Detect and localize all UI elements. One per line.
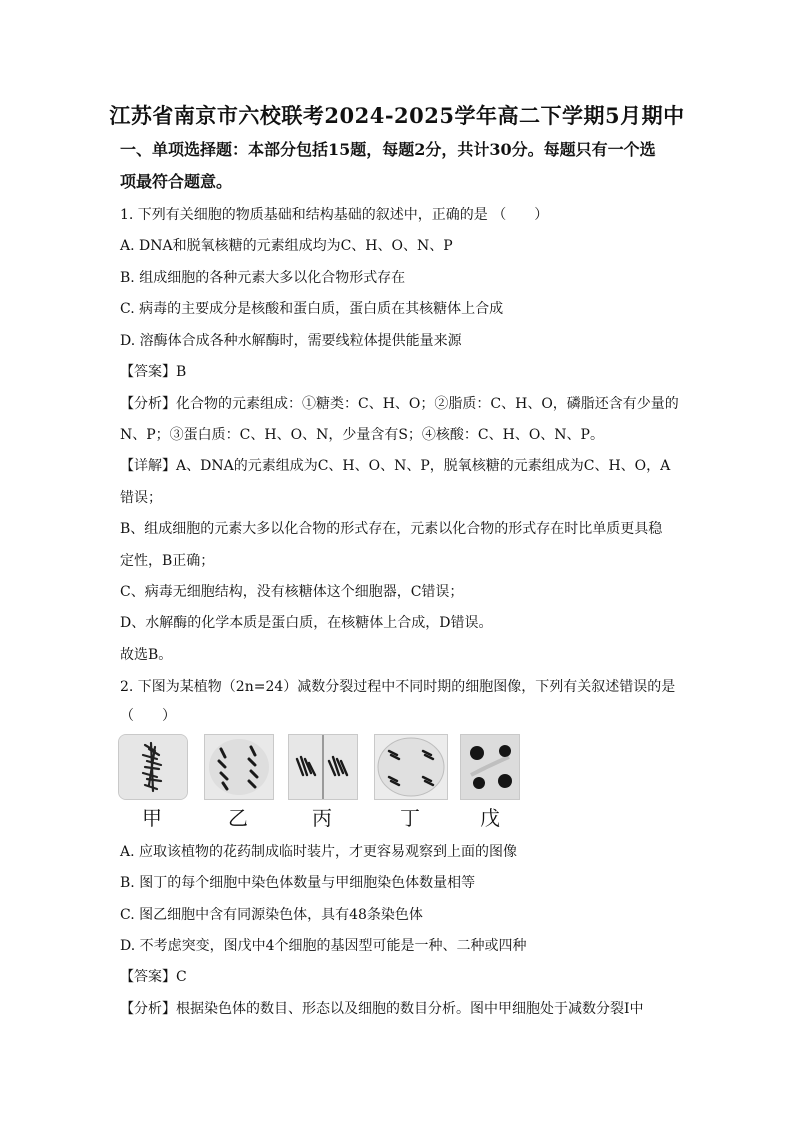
q2-stem-line2: （ ） [120, 708, 176, 724]
page-title: 江苏省南京市六校联考2024-2025学年高二下学期5月期中 [109, 103, 685, 128]
q1-option-c: C. 病毒的主要成分是核酸和蛋白质，蛋白质在其核糖体上合成 [120, 301, 504, 317]
figure-label-jia: 甲 [142, 806, 162, 830]
q1-stem: 1. 下列有关细胞的物质基础和结构基础的叙述中，正确的是 （ ） [120, 207, 549, 223]
q1-answer: 【答案】B [120, 364, 187, 380]
q2-option-a: A. 应取该植物的花药制成临时装片，才更容易观察到上面的图像 [120, 844, 518, 860]
q1-detail-line6: D、水解酶的化学本质是蛋白质，在核糖体上合成，D错误。 [120, 615, 493, 631]
meiosis-figure [118, 734, 528, 834]
q2-answer: 【答案】C [120, 969, 187, 985]
figure-label-wu: 戊 [480, 806, 500, 830]
q1-option-d: D. 溶酶体合成各种水解酶时，需要线粒体提供能量来源 [120, 333, 462, 349]
cell-image-yi [204, 734, 274, 800]
section-heading-line1: 一、单项选择题：本部分包括15题，每题2分，共计30分。每题只有一个选 [120, 140, 656, 159]
q1-option-a: A. DNA和脱氧核糖的元素组成均为C、H、O、N、P [120, 238, 453, 254]
figure-label-yi: 乙 [228, 806, 248, 830]
cell-image-jia [118, 734, 188, 800]
q1-detail-line3: B、组成细胞的元素大多以化合物的形式存在，元素以化合物的形式存在时比单质更具稳 [120, 521, 663, 537]
q1-analysis-line1: 【分析】化合物的元素组成：①糖类：C、H、O；②脂质：C、H、O，磷脂还含有少量的 [120, 396, 679, 412]
figure-label-bing: 丙 [312, 806, 332, 830]
q2-option-c: C. 图乙细胞中含有同源染色体，具有48条染色体 [120, 907, 423, 923]
q2-analysis-line1: 【分析】根据染色体的数目、形态以及细胞的数目分析。图中甲细胞处于减数分裂Ⅰ中 [120, 1001, 644, 1017]
q1-detail-line5: C、病毒无细胞结构，没有核糖体这个细胞器，C错误； [120, 584, 464, 600]
q2-option-b: B. 图丁的每个细胞中染色体数量与甲细胞染色体数量相等 [120, 875, 476, 891]
q1-conclusion: 故选B。 [120, 647, 173, 663]
q1-analysis-line2: N、P；③蛋白质：C、H、O、N，少量含有S；④核酸：C、H、O、N、P。 [120, 427, 604, 443]
q2-stem-line1: 2. 下图为某植物（2n=24）减数分裂过程中不同时期的细胞图像，下列有关叙述错误的是 [120, 679, 676, 695]
q1-detail-line2: 错误； [120, 490, 162, 506]
cell-image-bing [288, 734, 358, 800]
figure-label-ding: 丁 [400, 806, 420, 830]
q1-detail-line1: 【详解】A、DNA的元素组成为C、H、O、N、P，脱氧核糖的元素组成为C、H、O，A [120, 458, 671, 474]
q1-option-b: B. 组成细胞的各种元素大多以化合物形式存在 [120, 270, 406, 286]
q1-detail-line4: 定性，B正确； [120, 553, 215, 569]
section-heading-line2: 项最符合题意。 [120, 172, 233, 191]
cell-image-wu [460, 734, 520, 800]
cell-image-ding [374, 734, 448, 800]
q2-option-d: D. 不考虑突变，图戊中4个细胞的基因型可能是一种、二种或四种 [120, 938, 527, 954]
